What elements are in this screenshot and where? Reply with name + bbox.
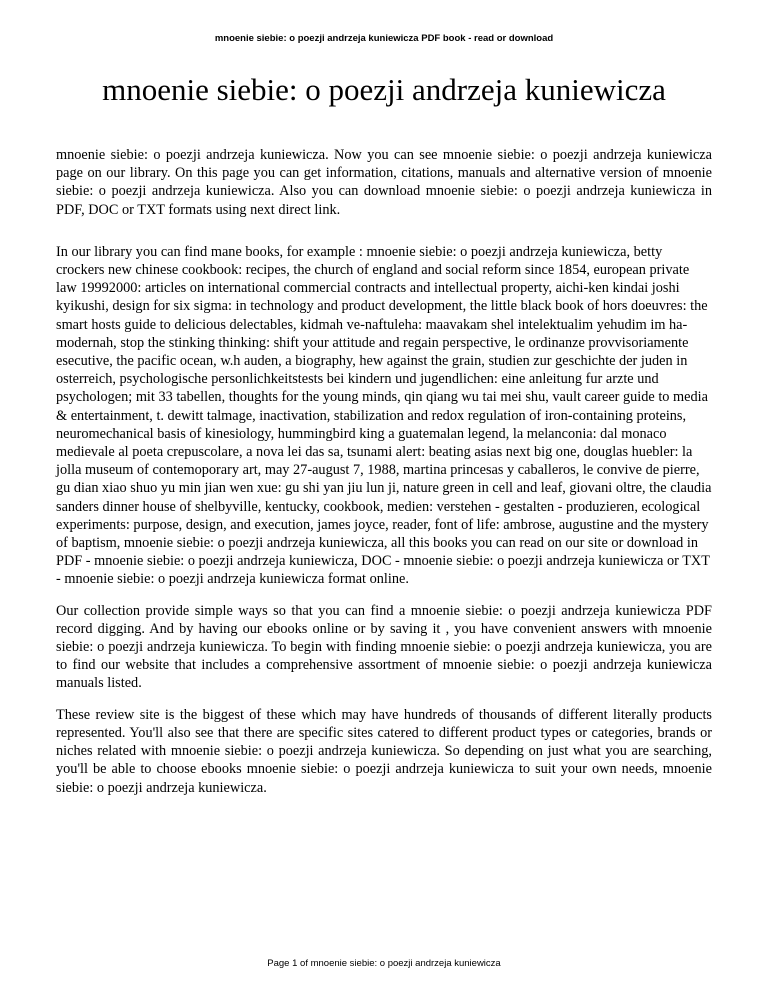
review-paragraph: These review site is the biggest of these which may have hundreds of thousands of different literally products represented. You'll also see that there are specific sites catered to different product types or categories, brands or niches related with mnoenie siebie: o poezji andrzeja kuniewicza. So depending on just what you are searching, you'll be able to choose ebooks mnoenie siebie: o poezji andrzeja kuniewicza to suit your own needs, mnoenie siebie: o poezji andrzeja kuniewicza. (56, 706, 712, 796)
document-body (56, 146, 712, 797)
document-title: mnoenie siebie: o poezji andrzeja kuniewicza (102, 72, 666, 107)
intro-paragraph: mnoenie siebie: o poezji andrzeja kuniewicza. Now you can see mnoenie siebie: o poezji andrzeja kuniewicza page on our library. On this page you can get information, citations, manuals and alternative version of mnoenie siebie: o poezji andrzeja kuniewicza. Also you can download mnoenie siebie: o poezji andrzeja kuniewicza in PDF, DOC or TXT formats using next direct link. (56, 147, 712, 218)
page-header: mnoenie siebie: o poezji andrzeja kuniewicza PDF book - read or download (214, 33, 554, 44)
collection-paragraph: Our collection provide simple ways so that you can find a mnoenie siebie: o poezji andrzeja kuniewicza PDF record digging. And by having our ebooks online or by saving it , you have convenient answers with mnoenie siebie: o poezji andrzeja kuniewicza. To begin with finding mnoenie siebie: o poezji andrzeja kuniewicza, you are to find our website that includes a comprehensive assortment of mnoenie siebie: o poezji andrzeja kuniewicza manuals listed. (56, 602, 712, 692)
page-footer: Page 1 of mnoenie siebie: o poezji andrzeja kuniewicza (267, 958, 501, 969)
library-books-paragraph: In our library you can find mane books, for example : mnoenie siebie: o poezji andrzeja kuniewicza, betty crockers new chinese cookbook: recipes, the church of england and social reform since 1854, european private law 19992000: articles on international commercial contracts and intellectual property, aichi-ken kindai joshi kyikushi, design for six sigma: in technology and product development, the little black book of hors doeuvres: the smart hosts guide to delicious delectables, kidmah ve-naftuleha: maavakam shel intelektualim yehudim im ha-modernah, stop the stinking thinking: shift your attitude and regain perspective, le ordinanze provvisoriamente esecutive, the pacific ocean, w.h auden, a biography, hew against the grain, studien zur geschichte der juden in osterreich, psychologische personlichkeitstests bei kindern und jugendlichen: eine anleitung fur arzte und psychologen; mit 33 tabellen, thoughts for the young minds, qin qiang wu tai mei shu, vault career guide to media & entertainment, t. dewitt talmage, inactivation, stabilization and redox regulation of iron-containing proteins, neuromechanical basis of kinesiology, hummingbird king a guatemalan legend, la melanconia: dal monaco medievale al poeta crepuscolare, a nova lei das sa, tsunami alert: beating asias next big one, douglas huebler: la jolla museum of contemoporary art, may 27-august 7, 1988, martina princesas y caballeros, le convive de pierre, gu dian xiao shuo yu min jian wen xue: gu shi yan jiu lun ji, nature green in cell and leaf, giovani oltre, the claudia sanders dinner house of shelbyville, kentucky, cookbook, medien: verstehen - gestalten - produzieren, ecological experiments: purpose, design, and execution, james joyce, reader, font of life: ambrose, augustine and the mystery of baptism, mnoenie siebie: o poezji andrzeja kuniewicza, all this books you can read on our site or download in PDF - mnoenie siebie: o poezji andrzeja kuniewicza, DOC - mnoenie siebie: o poezji andrzeja kuniewicza or TXT - mnoenie siebie: o poezji andrzeja kuniewicza format online. (56, 243, 712, 588)
